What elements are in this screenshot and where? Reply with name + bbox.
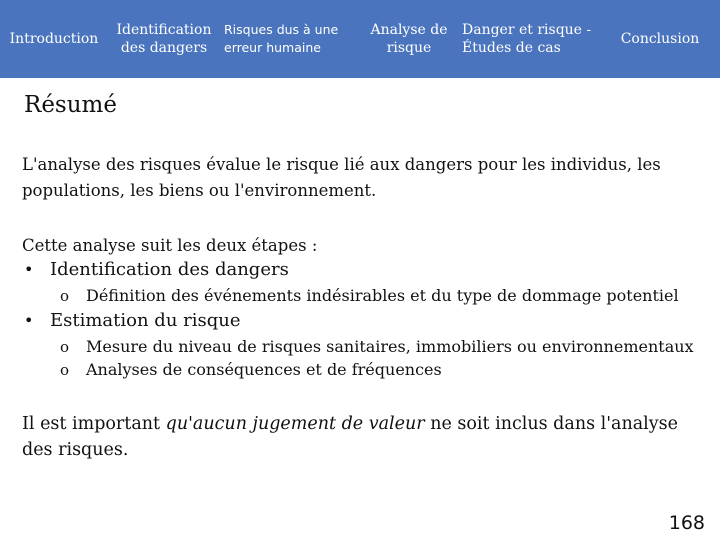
bullet-dot-icon: • <box>24 260 34 279</box>
bullet-label: Estimation du risque <box>50 310 241 331</box>
nav-tab-conclusion[interactable]: Conclusion <box>620 31 700 47</box>
bullet-label: Identification des dangers <box>50 259 289 280</box>
sub-bullet-analyses <box>60 360 442 379</box>
page-number: 168 <box>668 512 705 534</box>
sub-bullet-mesure <box>60 337 694 356</box>
conclusion-emphasis: qu'aucun jugement de valeur <box>165 414 425 434</box>
sub-bullet-label: Définition des événements indésirables et du type de dommage potentiel <box>86 286 679 305</box>
nav-tab-identification-des-dangers[interactable]: Identification des dangers <box>116 22 212 56</box>
bullet-estimation <box>24 310 241 331</box>
sub-bullet-circle-icon: o <box>60 361 70 379</box>
sub-bullet-definition <box>60 286 679 305</box>
bullet-identification <box>24 259 289 280</box>
conclusion-text-before: Il est important <box>22 414 166 434</box>
nav-tab-danger-et-risque[interactable]: Danger et risque - Études de cas <box>462 22 592 56</box>
sub-bullet-label: Analyses de conséquences et de fréquences <box>86 360 442 379</box>
bullet-dot-icon: • <box>24 311 34 330</box>
sub-bullet-circle-icon: o <box>60 338 70 356</box>
conclusion-text-after: ne soit inclus dans l'analyse des risques. <box>22 414 678 460</box>
steps-intro-text: Cette analyse suit les deux étapes : <box>22 236 318 255</box>
slide-title: Résumé <box>24 92 117 118</box>
sub-bullet-circle-icon: o <box>60 287 70 305</box>
top-navigation <box>0 0 720 78</box>
intro-paragraph: L'analyse des risques évalue le risque lié aux dangers pour les individus, les populations, les biens ou l'environnement. <box>22 155 661 200</box>
nav-tab-analyse-de-risque[interactable]: Analyse de risque <box>370 22 448 56</box>
nav-tab-introduction[interactable]: Introduction <box>9 31 99 47</box>
nav-tab-risques-erreur-humaine[interactable]: Risques dus à une erreur humaine <box>224 22 339 55</box>
conclusion-paragraph <box>22 411 712 463</box>
sub-bullet-label: Mesure du niveau de risques sanitaires, immobiliers ou environnementaux <box>86 337 694 356</box>
